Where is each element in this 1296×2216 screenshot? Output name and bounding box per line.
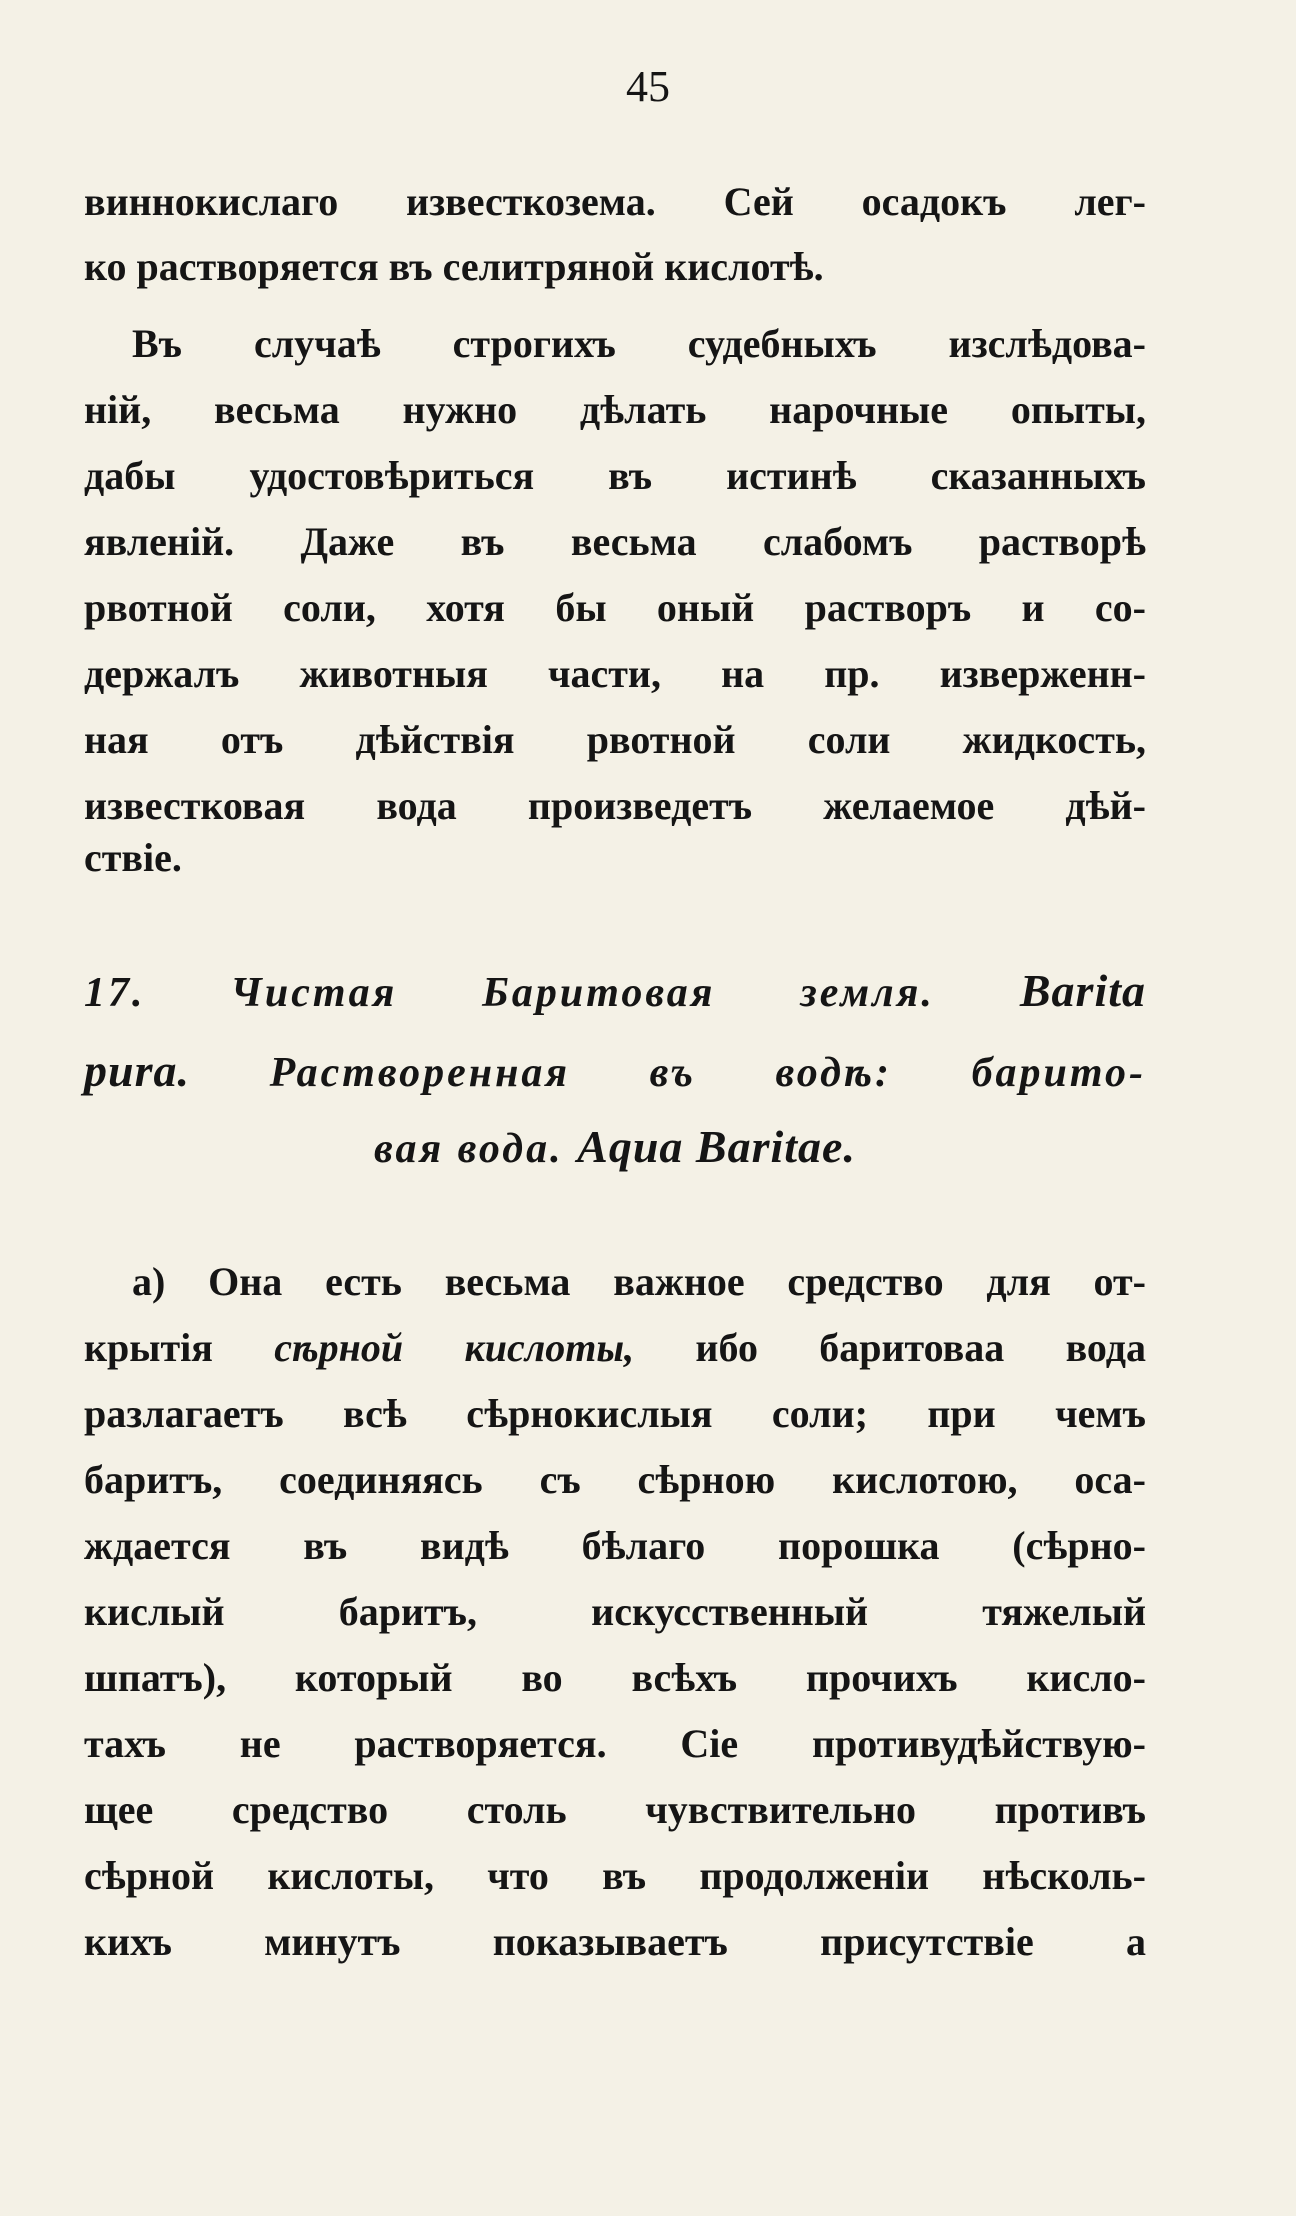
text-line: тахъ не растворяется. Сіе противудѣйствую- — [84, 1721, 1146, 1766]
heading-subtitle: вая вода. — [374, 1126, 564, 1172]
text-span: крытія — [84, 1325, 275, 1370]
emphasis-text: сѣрной кислоты, — [274, 1325, 635, 1370]
section-heading-line — [84, 1038, 1146, 1104]
text-line: а) Она есть весьма важное средство для от- — [132, 1259, 1146, 1304]
text-line: ная отъ дѣйствія рвотной соли жидкость, — [84, 717, 1146, 762]
text-line: разлагаетъ всѣ сѣрнокислыя соли; при чемъ — [84, 1391, 1146, 1436]
text-span: ибо баритоваа вода — [634, 1325, 1147, 1370]
text-line: баритъ, соединяясь съ сѣрною кислотою, оса- — [84, 1457, 1146, 1502]
heading-latin-name: pura. — [84, 1045, 190, 1096]
text-line: виннокислаго известкозема. Сей осадокъ лег- — [84, 179, 1146, 224]
text-line: ждается въ видѣ бѣлаго порошка (сѣрно- — [84, 1523, 1146, 1568]
text-line: дабы удостовѣриться въ истинѣ сказанныхъ — [84, 453, 1146, 498]
section-heading-line — [84, 958, 1146, 1024]
text-line: ній, весьма нужно дѣлать нарочные опыты, — [84, 387, 1146, 432]
text-line: кихъ минутъ показываетъ присутствіе а — [84, 1919, 1146, 1964]
heading-latin-name: Aqua Baritae. — [577, 1121, 856, 1172]
heading-title: 17. Чистая Баритовая земля. — [84, 970, 935, 1016]
text-line: шпатъ), который во всѣхъ прочихъ кисло- — [84, 1655, 1146, 1700]
text-line — [84, 1316, 1146, 1380]
text-line: держалъ животныя части, на пр. изверженн- — [84, 651, 1146, 696]
text-line: явленій. Даже въ весьма слабомъ растворѣ — [84, 519, 1146, 564]
text-line: ствіе. — [84, 835, 182, 880]
heading-subtitle: Растворенная въ водѣ: барито- — [269, 1050, 1147, 1096]
page-number: 45 — [626, 62, 670, 111]
heading-latin-name: Barita — [1019, 965, 1147, 1016]
text-line: щее средство столь чувствительно противъ — [84, 1787, 1146, 1832]
text-line: рвотной соли, хотя бы оный растворъ и со- — [84, 585, 1146, 630]
text-line: известковая вода произведетъ желаемое дѣй- — [84, 783, 1146, 828]
text-line: ко растворяется въ селитряной кислотѣ. — [84, 244, 824, 289]
text-line: Въ случаѣ строгихъ судебныхъ изслѣдова- — [132, 321, 1146, 366]
text-line: сѣрной кислоты, что въ продолженіи нѣсколь- — [84, 1853, 1146, 1898]
text-line: кислый баритъ, искусственный тяжелый — [84, 1589, 1146, 1634]
section-heading-line — [84, 1114, 1146, 1180]
